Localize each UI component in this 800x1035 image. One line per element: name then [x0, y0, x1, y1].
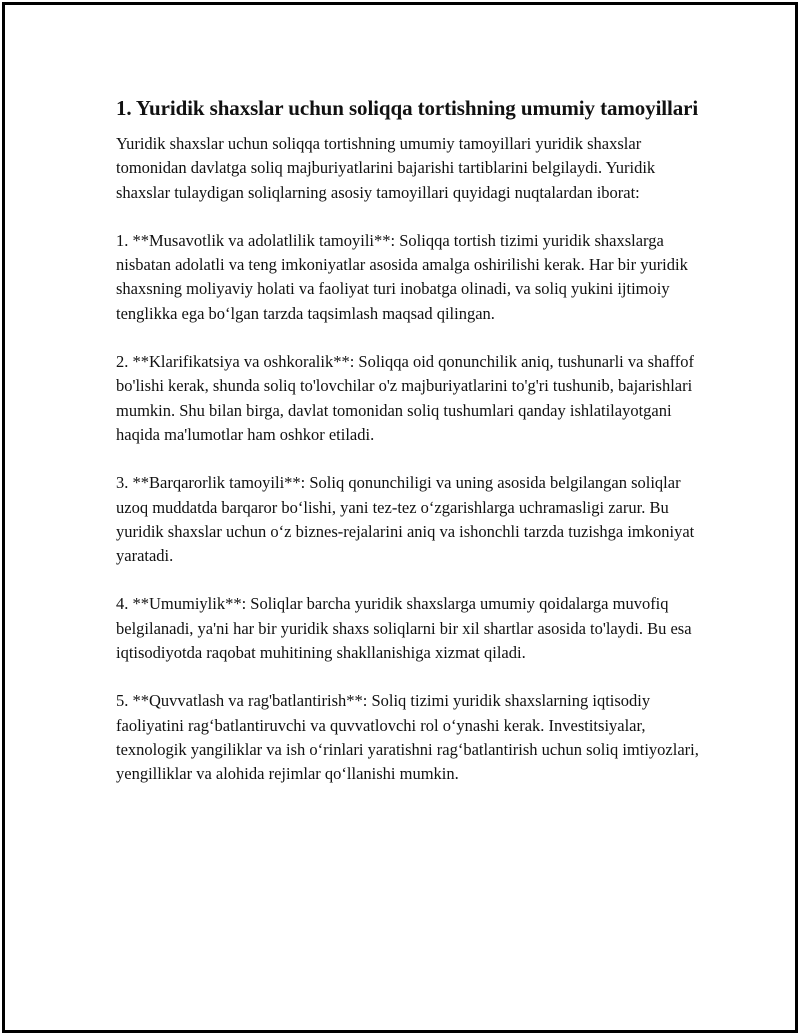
principle-paragraph-2: 2. **Klarifikatsiya va oshkoralik**: Soliqqa oid qonunchilik aniq, tushunarli va shaffof bo'lishi kerak, shunda soliq to'lovchilar o'z majburiyatlarini to'g'ri tushunib, bajarishlari mumkin. Shu bilan birga, davlat tomonidan soliq tushumlari qanday ishlatilayotgani haqida ma'lumotlar ham oshkor etiladi.	[116, 352, 695, 444]
intro-paragraph: Yuridik shaxslar uchun soliqqa tortishning umumiy tamoyillari yuridik shaxslar tomonidan davlatga soliq majburiyatlarini bajarishi tartiblarini belgilaydi. Yuridik shaxslar tulaydigan soliqlarning asosiy tamoyillari quyidagi nuqtalardan iborat:	[116, 134, 656, 202]
document-title: 1. Yuridik shaxslar uchun soliqqa tortishning umumiy tamoyillari	[116, 96, 699, 120]
principle-paragraph-5: 5. **Quvvatlash va rag'batlantirish**: Soliq tizimi yuridik shaxslarning iqtisodiy faoliyatini rag‘batlantiruvchi va quvvatlovchi rol o‘ynashi kerak. Investitsiyalar, texnologik yangiliklar va ish o‘rinlari yaratishni rag‘batlantirish uchun soliq imtiyozlari, yengilliklar va alohida rejimlar qo‘llanishi mumkin.	[116, 691, 699, 784]
principle-paragraph-3: 3. **Barqarorlik tamoyili**: Soliq qonunchiligi va uning asosida belgilangan soliqlar uzoq muddatda barqaror bo‘lishi, yani tez-tez o‘zgarishlarga uchramasligi zarur. Bu yuridik shaxslar uchun o‘z biznes-rejalarini aniq va ishonchli tarzda tuzishga imkoniyat yaratadi.	[116, 473, 695, 566]
principle-paragraph-4: 4. **Umumiylik**: Soliqlar barcha yuridik shaxslarga umumiy qoidalarga muvofiq belgilanadi, ya'ni har bir yuridik shaxs soliqlarni bir xil shartlar asosida to'laydi. Bu esa iqtisodiyotda raqobat muhitining shakllanishiga xizmat qiladi.	[116, 594, 692, 663]
principle-paragraph-1: 1. **Musavotlik va adolatlilik tamoyili**: Soliqqa tortish tizimi yuridik shaxslarga nisbatan adolatli va teng imkoniyatlar asosida amalga oshirilishi kerak. Har bir yuridik shaxsning moliyaviy holati va faoliyat turi inobatga olinadi, va soliq yukini ijtimoiy tenglikka ega bo‘lgan tarzda taqsimlash maqsad qilingan.	[116, 230, 688, 323]
document-body	[116, 94, 706, 787]
